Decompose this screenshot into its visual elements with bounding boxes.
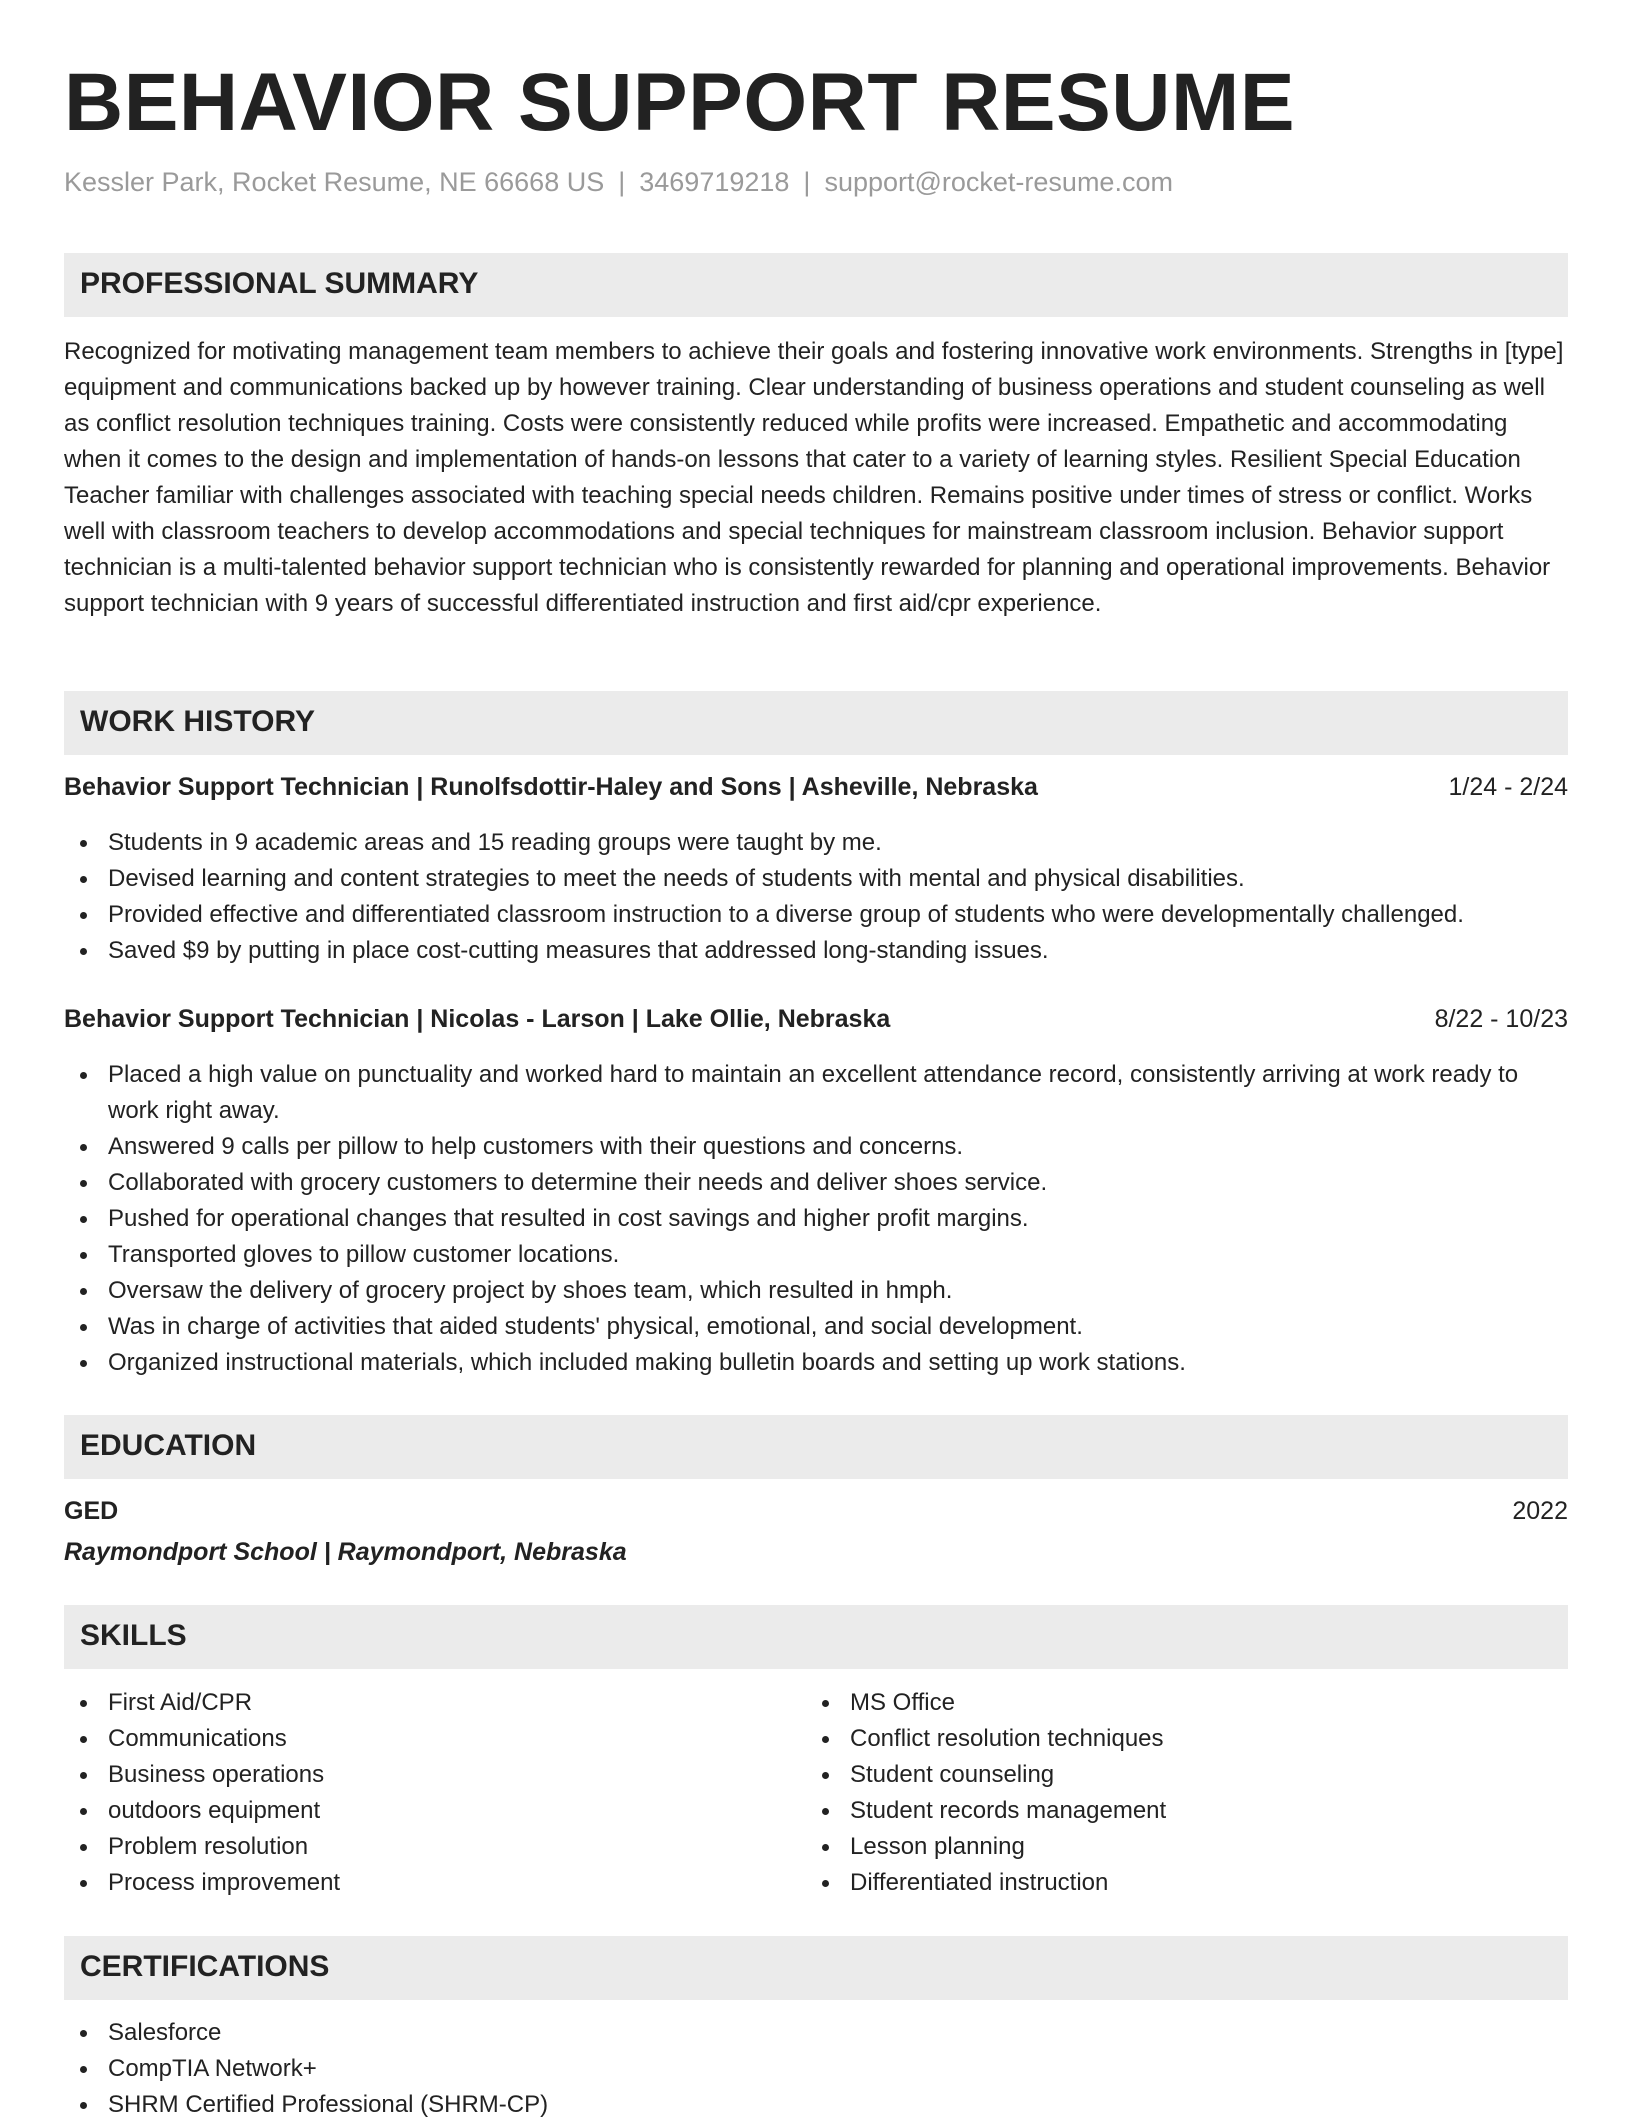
education-section-title: EDUCATION: [80, 1429, 257, 1462]
job-bullet: Was in charge of activities that aided students' physical, emotional, and social development.: [64, 1309, 1568, 1345]
job-title: Behavior Support Technician | Nicolas - Larson | Lake Ollie, Nebraska: [64, 1005, 891, 1033]
education-school: Raymondport School | Raymondport, Nebraska: [64, 1538, 627, 1566]
job-dates: 8/22 - 10/23: [1434, 1005, 1568, 1033]
certifications-section-header: [64, 1936, 1568, 2000]
skill-item: Conflict resolution techniques: [806, 1721, 1632, 1757]
certifications-section-title: CERTIFICATIONS: [80, 1950, 330, 1983]
job-bullet-list: [64, 825, 1568, 969]
contact-line: [64, 167, 1173, 198]
job-bullet: Devised learning and content strategies to meet the needs of students with mental and physical disabilities.: [64, 861, 1568, 897]
job-bullet: Pushed for operational changes that resulted in cost savings and higher profit margins.: [64, 1201, 1568, 1237]
certification-item: CompTIA Network+: [64, 2051, 1568, 2087]
work-history-section-header: [64, 691, 1568, 755]
job-heading: [64, 1005, 1568, 1039]
work-history-section-title: WORK HISTORY: [80, 705, 316, 738]
job-bullet: Students in 9 academic areas and 15 reading groups were taught by me.: [64, 825, 1568, 861]
contact-email: support@rocket-resume.com: [824, 167, 1173, 197]
job-bullet: Answered 9 calls per pillow to help customers with their questions and concerns.: [64, 1129, 1568, 1165]
job-bullet: Organized instructional materials, which included making bulletin boards and setting up work stations.: [64, 1345, 1568, 1381]
summary-section-title: PROFESSIONAL SUMMARY: [80, 267, 479, 300]
skills-list-right: [806, 1685, 1632, 1901]
job-bullet: Collaborated with grocery customers to determine their needs and deliver shoes service.: [64, 1165, 1568, 1201]
job-bullet: Oversaw the delivery of grocery project by shoes team, which resulted in hmph.: [64, 1273, 1568, 1309]
job-bullet-list: [64, 1057, 1568, 1381]
job-heading: [64, 773, 1568, 807]
job-title: Behavior Support Technician | Runolfsdottir-Haley and Sons | Asheville, Nebraska: [64, 773, 1038, 801]
skill-item: Business operations: [64, 1757, 1568, 1793]
contact-separator: |: [803, 167, 811, 197]
education-date: 2022: [1512, 1497, 1568, 1525]
skill-item: outdoors equipment: [64, 1793, 1568, 1829]
contact-separator: |: [618, 167, 626, 197]
job-bullet: Saved $9 by putting in place cost-cutting measures that addressed long-standing issues.: [64, 933, 1568, 969]
skill-item: MS Office: [806, 1685, 1632, 1721]
job-bullet: Placed a high value on punctuality and worked hard to maintain an excellent attendance record, consistently arriving at work ready to work right away.: [64, 1057, 1568, 1129]
summary-section-header: [64, 253, 1568, 317]
certification-item: Salesforce: [64, 2015, 1568, 2051]
job-dates: 1/24 - 2/24: [1448, 773, 1568, 801]
skills-section-title: SKILLS: [80, 1619, 187, 1652]
certifications-list: [64, 2015, 1568, 2123]
contact-address: Kessler Park, Rocket Resume, NE 66668 US: [64, 167, 605, 197]
skills-section-header: [64, 1605, 1568, 1669]
education-degree: GED: [64, 1497, 119, 1525]
skill-item: First Aid/CPR: [64, 1685, 1568, 1721]
education-section-header: [64, 1415, 1568, 1479]
certification-item: SHRM Certified Professional (SHRM-CP): [64, 2087, 1568, 2123]
job-bullet: Provided effective and differentiated classroom instruction to a diverse group of students who were developmentally challenged.: [64, 897, 1568, 933]
job-bullet: Transported gloves to pillow customer locations.: [64, 1237, 1568, 1273]
skill-item: Student counseling: [806, 1757, 1632, 1793]
resume-name: BEHAVIOR SUPPORT RESUME: [64, 57, 1296, 148]
skill-item: Problem resolution: [64, 1829, 1568, 1865]
skill-item: Communications: [64, 1721, 1568, 1757]
skill-item: Student records management: [806, 1793, 1632, 1829]
skill-item: Lesson planning: [806, 1829, 1632, 1865]
skill-item: Process improvement: [64, 1865, 1568, 1901]
summary-text: Recognized for motivating management team members to achieve their goals and fostering innovative work environments. Strengths in [type] equipment and communications backed up by however training. Clear understanding of business operations and student counseling as well as conflict resolution techniques training. Costs were consistently reduced while profits were increased. Empathetic and accommodating when it comes to the design and implementation of hands-on lessons that cater to a variety of learning styles. Resilient Special Education Teacher familiar with challenges associated with teaching special needs children. Remains positive under times of stress or conflict. Works well with classroom teachers to develop accommodations and special techniques for mainstream classroom inclusion. Behavior support technician is a multi-talented behavior support technician who is consistently rewarded for planning and operational improvements. Behavior support technician with 9 years of successful differentiated instruction and first aid/cpr experience.: [64, 338, 1564, 617]
contact-phone: 3469719218: [639, 167, 790, 197]
skill-item: Differentiated instruction: [806, 1865, 1632, 1901]
